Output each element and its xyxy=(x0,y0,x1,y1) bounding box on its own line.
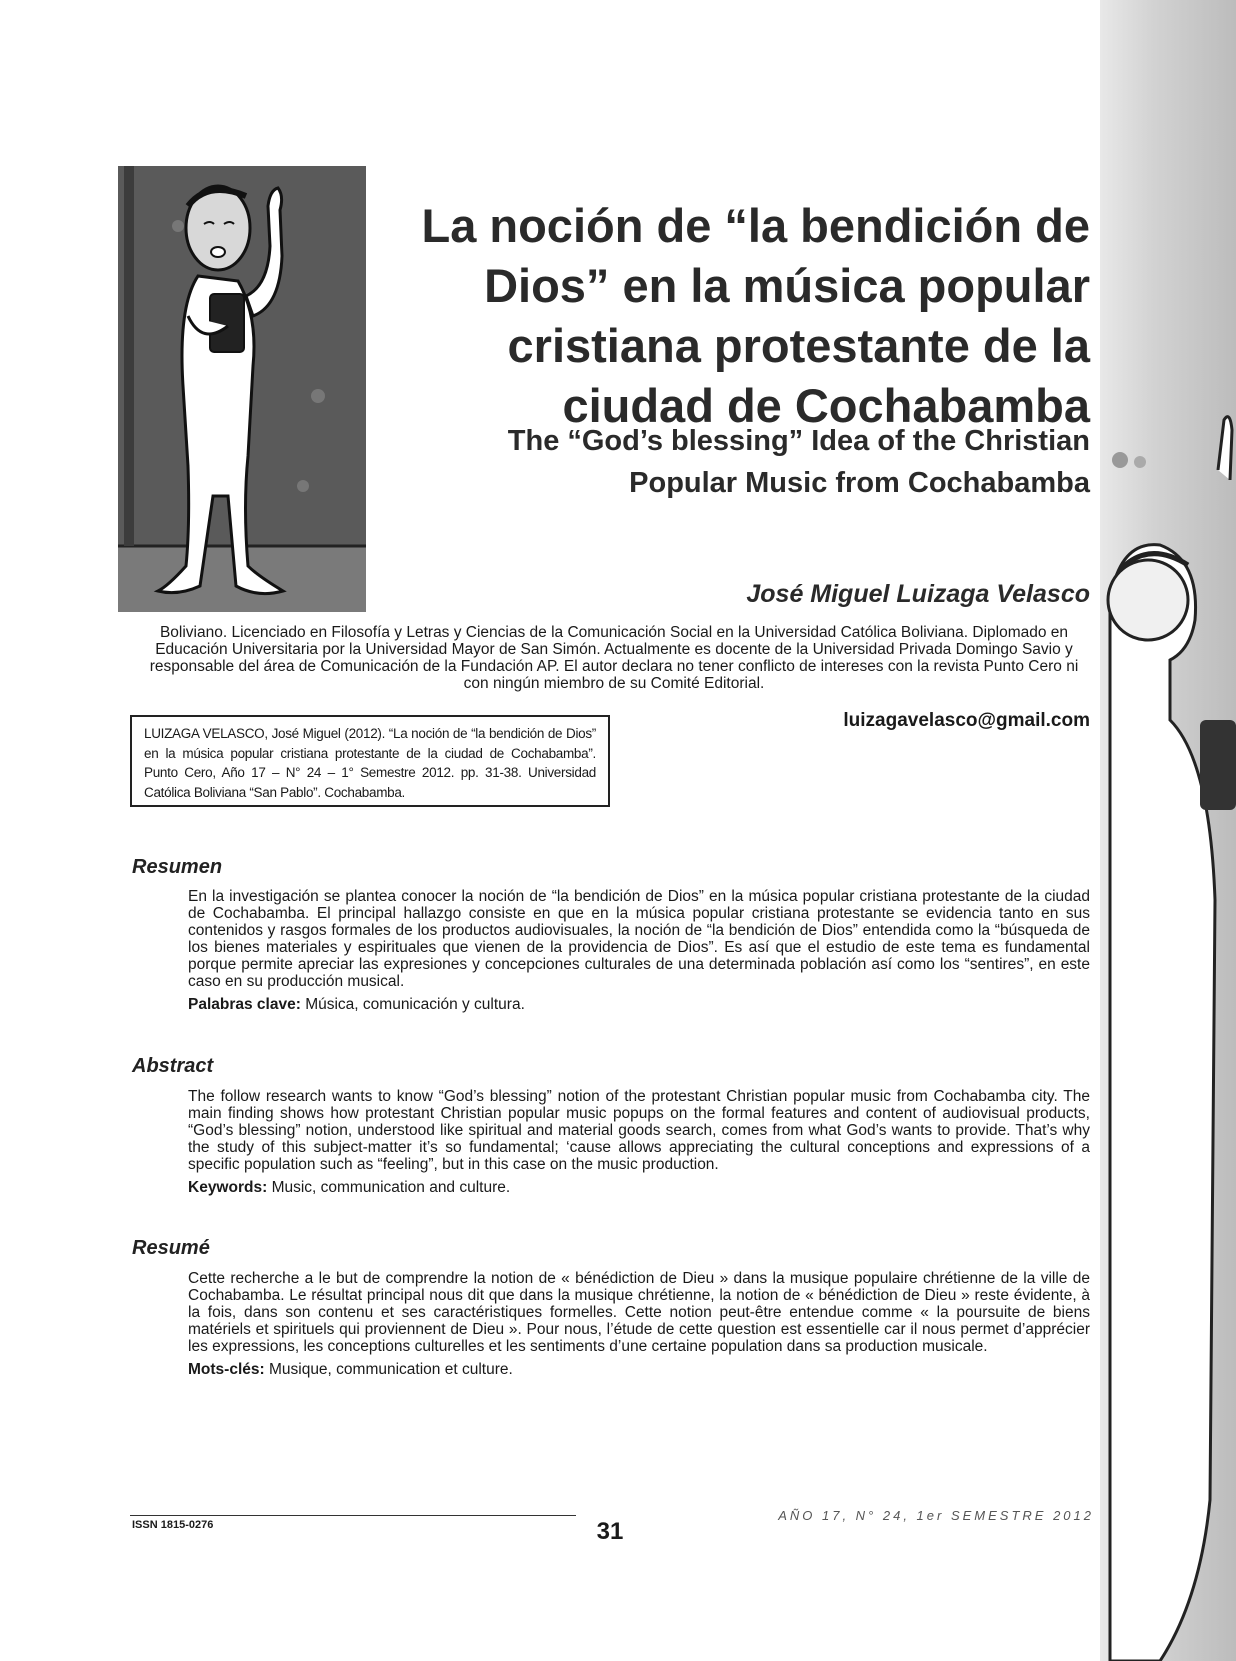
author-email: luizagavelasco@gmail.com xyxy=(843,710,1090,731)
issn: ISSN 1815-0276 xyxy=(132,1519,214,1531)
cartoon-singing-figure-illustration xyxy=(118,166,366,612)
issue-info: AÑO 17, N° 24, 1er SEMESTRE 2012 xyxy=(778,1508,1094,1523)
resume-heading: Resumé xyxy=(132,1237,210,1259)
resume-section xyxy=(188,1270,1090,1378)
resume-body: Cette recherche a le but de comprendre la notion de « bénédiction de Dieu » dans la musique populaire chrétienne de la ville de Cochabamba. Le résultat principal nous dit que dans la musique chrétienne, la notion de « bénédiction de Dieu » reste évidente, à la fois, dans son contenu et ses caractéristiques formelles. Cette notion peut-être entendue comme « la poursuite de biens matériels et spirituels qui proviennent de Dieu ». Pour nous, l’étude de cette question est essentielle car il nous permet d’apprécier les expressions, les conceptions culturelles et les sentiments d’une certaine population dans sa production musicale. xyxy=(188,1270,1090,1355)
resumen-body: En la investigación se plantea conocer la noción de “la bendición de Dios” en la música popular cristiana protestante de la ciudad de Cochabamba. El principal hallazgo consiste en que en la música popular cristiana protestante se evidencia tanto en sus contenidos y rasgos formales de los productos audiovisuales, la noción de “la bendición de Dios” entendida como la “búsqueda de los bienes materiales y espirituales que vienen de la providencia de Dios”. Es así que el estudio de este tema es fundamental porque permite apreciar las expresiones y concepciones culturales de una determinada población así como los “sentires”, en este caso en su producción musical. xyxy=(188,888,1090,990)
page-number: 31 xyxy=(596,1518,624,1545)
abstract-keywords-text: Music, communication and culture. xyxy=(271,1179,511,1196)
abstract-keywords xyxy=(188,1179,1090,1196)
resumen-keywords xyxy=(188,996,1090,1013)
edge-figure-illustration xyxy=(1100,0,1236,1661)
citation-box xyxy=(130,715,610,807)
page-edge-decoration xyxy=(1100,0,1236,1661)
article-title: La noción de “la bendición de Dios” en la música popular cristiana protestante de la ciudad de Cochabamba xyxy=(421,199,1090,432)
article-subtitle: The “God’s blessing” Idea of the Christian Popular Music from Cochabamba xyxy=(507,425,1090,499)
resume-keywords-label: Mots-clés: xyxy=(188,1361,265,1378)
resumen-keywords-label: Palabras clave: xyxy=(188,996,301,1013)
resume-keywords xyxy=(188,1361,1090,1378)
resumen-heading: Resumen xyxy=(132,856,223,878)
resume-keywords-text: Musique, communication et culture. xyxy=(268,1361,513,1378)
abstract-keywords-label: Keywords: xyxy=(188,1179,268,1196)
footer-rule xyxy=(130,1515,576,1516)
abstract-heading: Abstract xyxy=(132,1055,214,1077)
citation-text: LUIZAGA VELASCO, José Miguel (2012). “La noción de “la bendición de Dios” en la música popular cristiana protestante de la ciudad de Cochabamba”. Punto Cero, Año 17 – N° 24 – 1° Semestre 2012. pp. 31-38. Universidad Católica Boliviana “San Pablo”. Cochabamba. xyxy=(144,726,596,800)
author-name: José Miguel Luizaga Velasco xyxy=(746,580,1090,608)
hero-illustration xyxy=(118,166,366,612)
abstract-body: The follow research wants to know “God’s blessing” notion of the protestant Christian popular music from Cochabamba city. The main finding shows how protestant Christian popular music popups on the formal features and content of audiovisual products, “God’s blessing” notion, understood like spiritual and material goods search, comes from what God’s wants to provide. That’s why the study of this subject-matter it’s so fundamental; ‘cause allows appreciating the cultural conceptions and expressions of a specific population such as “feeling”, but in this case on the music production. xyxy=(188,1088,1090,1173)
abstract-section xyxy=(188,1088,1090,1196)
author-bio: Boliviano. Licenciado en Filosofía y Letras y Ciencias de la Comunicación Social en la Universidad Católica Boliviana. Diplomado en Educación Universitaria por la Universidad Mayor de San Simón. Actualmente es docente de la Universidad Privada Domingo Savio y responsable del área de Comunicación de la Fundación AP. El autor declara no tener conflicto de intereses con la revista Punto Cero ni con ningún miembro de su Comité Editorial. xyxy=(149,624,1079,692)
resumen-section xyxy=(188,888,1090,1013)
resumen-keywords-text: Música, comunicación y cultura. xyxy=(305,996,525,1013)
